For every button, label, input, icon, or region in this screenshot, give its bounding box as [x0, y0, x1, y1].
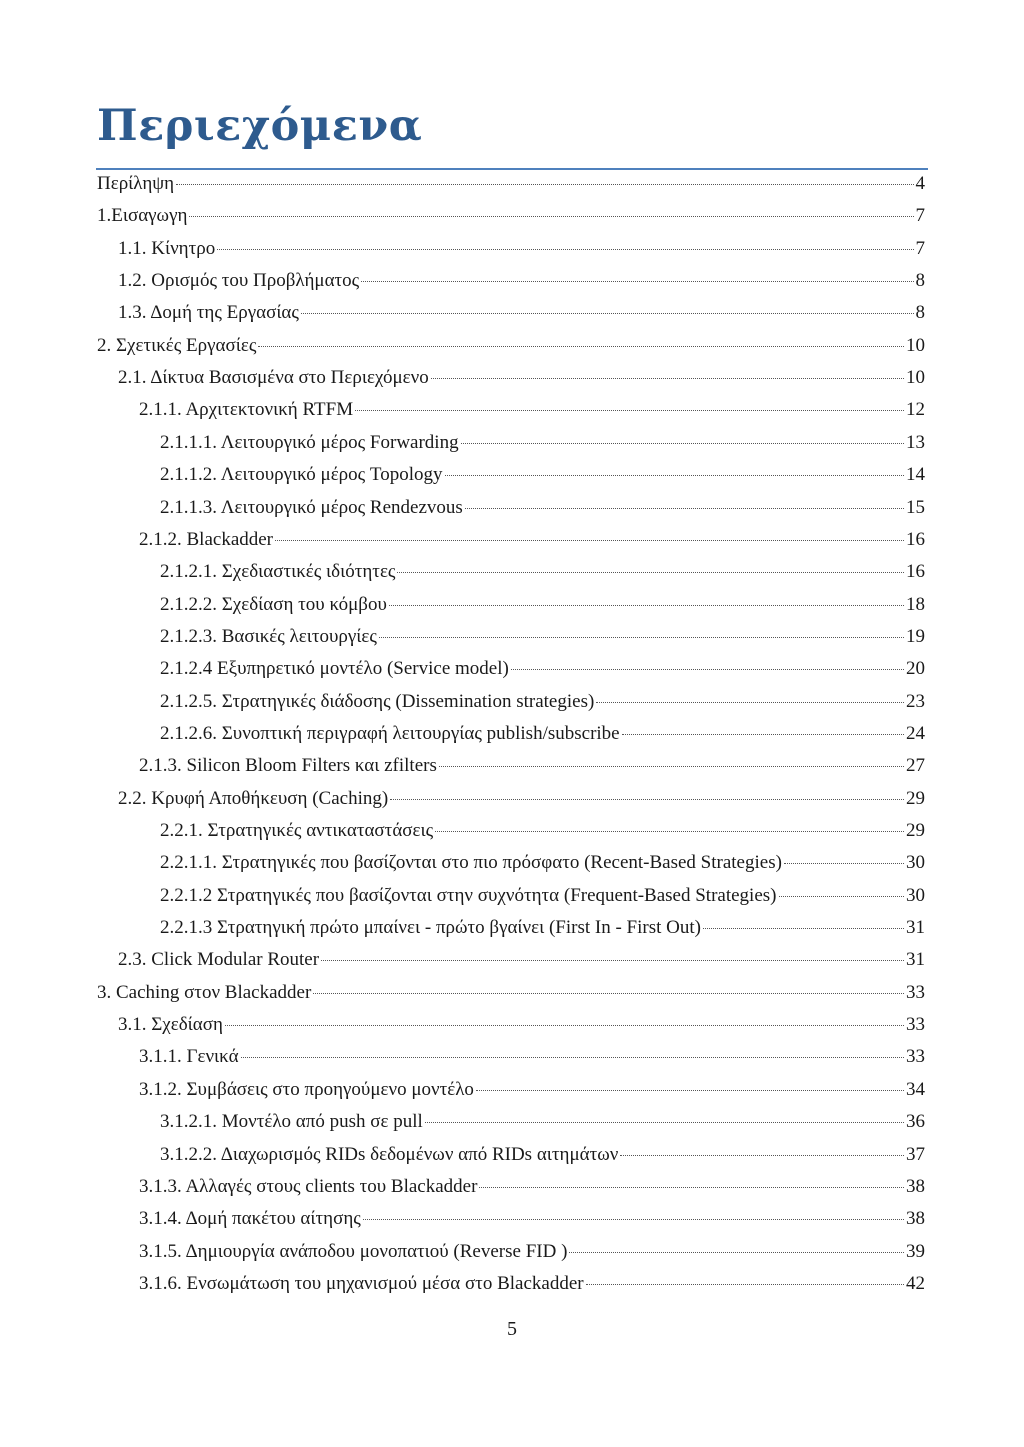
toc-entry-label: 3.1. Σχεδίαση [118, 1014, 223, 1036]
toc-entry-label: 2.1.2.3. Βασικές λειτουργίες [160, 625, 377, 647]
toc-entry[interactable] [97, 168, 925, 200]
toc-entry[interactable] [160, 589, 925, 621]
toc-entry-page: 16 [906, 561, 925, 583]
dot-leader [355, 410, 904, 411]
toc-entry[interactable] [160, 492, 925, 524]
toc-entry-label: 2.1.2.6. Συνοπτική περιγραφή λειτουργίας publish/subscribe [160, 722, 620, 744]
toc-entry-label: 3.1.2.1. Μοντέλο από push σε pull [160, 1111, 423, 1133]
toc-entry-page: 20 [906, 658, 925, 680]
dot-leader [176, 184, 913, 185]
dot-leader [435, 831, 904, 832]
toc-entry[interactable] [118, 783, 925, 815]
toc-entry[interactable] [160, 556, 925, 588]
dot-leader [703, 928, 904, 929]
toc-entry-label: 2.2.1.1. Στρατηγικές που βασίζονται στο πιο πρόσφατο (Recent-Based Strategies) [160, 852, 782, 874]
toc-entry-label: 3.1.1. Γενικά [139, 1046, 239, 1068]
toc-entry[interactable] [118, 265, 925, 297]
toc-entry-label: 1.1. Κίνητρο [118, 237, 216, 259]
toc-entry[interactable] [97, 200, 925, 232]
toc-entry-page: 19 [906, 625, 925, 647]
dot-leader [596, 702, 904, 703]
dot-leader [217, 249, 913, 250]
toc-entry[interactable] [160, 718, 925, 750]
toc-entry-page: 39 [906, 1240, 925, 1262]
toc-entry-page: 23 [906, 690, 925, 712]
toc-entry[interactable] [160, 459, 925, 491]
toc-entry[interactable] [139, 1268, 925, 1300]
toc-entry[interactable] [160, 1139, 925, 1171]
toc-entry[interactable] [118, 233, 925, 265]
toc-entry[interactable] [139, 1041, 925, 1073]
toc-entry[interactable] [139, 750, 925, 782]
toc-entry-page: 16 [906, 528, 925, 550]
dot-leader [397, 572, 904, 573]
toc-entry-label: 2.1.1. Αρχιτεκτονική RTFM [139, 399, 354, 421]
toc-entry-label: 2.2.1.3 Στρατηγική πρώτο μπαίνει - πρώτο βγαίνει (First In - First Out) [160, 917, 701, 939]
toc-entry-page: 4 [915, 173, 925, 194]
toc-entry[interactable] [97, 330, 925, 362]
toc-entry[interactable] [160, 686, 925, 718]
dot-leader [445, 475, 905, 476]
toc-entry-label: 1.2. Ορισμός του Προβλήματος [118, 270, 360, 292]
toc-entry-page: 29 [906, 787, 925, 809]
toc-entry[interactable] [160, 427, 925, 459]
toc-entry-page: 30 [906, 852, 925, 874]
toc-entry-page: 14 [906, 464, 925, 486]
dot-leader [361, 281, 913, 282]
toc-entry-label: 2.3. Click Modular Router [118, 949, 320, 971]
toc-entry-page: 38 [906, 1208, 925, 1230]
toc-entry[interactable] [160, 815, 925, 847]
dot-leader [390, 799, 904, 800]
toc-entry[interactable] [118, 1009, 925, 1041]
toc-entry-label: 3.1.3. Αλλαγές στους clients του Blackadder [139, 1175, 478, 1197]
toc-entry-page: 30 [906, 884, 925, 906]
toc-entry-label: 2.1.2.2. Σχεδίαση του κόμβου [160, 593, 387, 615]
toc-entry[interactable] [139, 1074, 925, 1106]
dot-leader [301, 313, 914, 314]
dot-leader [620, 1155, 904, 1156]
toc-entry[interactable] [118, 944, 925, 976]
toc-entry-label: 3.1.2. Συμβάσεις στο προηγούμενο μοντέλο [139, 1078, 474, 1100]
toc-entry-label: 2.1. Δίκτυα Βασισμένα στο Περιεχόμενο [118, 367, 429, 389]
toc-entry-label: 2.1.3. Silicon Bloom Filters και zfilters [139, 755, 437, 777]
dot-leader [313, 993, 904, 994]
dot-leader [511, 669, 904, 670]
toc-entry-page: 36 [906, 1111, 925, 1133]
toc-entry-label: 2. Σχετικές Εργασίες [97, 334, 257, 356]
toc-entry-page: 8 [915, 302, 925, 324]
toc-entry[interactable] [97, 977, 925, 1009]
toc-entry-label: 2.2.1. Στρατηγικές αντικαταστάσεις [160, 820, 434, 841]
dot-leader [363, 1219, 904, 1220]
toc-entry[interactable] [139, 394, 925, 426]
toc-entry[interactable] [139, 1203, 925, 1235]
dot-leader [622, 734, 904, 735]
toc-entry-label: 1.Εισαγωγη [97, 205, 188, 227]
toc-entry-label: 2.1.2.4 Εξυπηρετικό μοντέλο (Service model) [160, 658, 509, 680]
toc-entry-page: 13 [906, 431, 925, 453]
toc-entry[interactable] [160, 912, 925, 944]
toc-entry-page: 34 [906, 1078, 925, 1100]
dot-leader [225, 1025, 904, 1026]
toc-entry-label: 3.1.4. Δομή πακέτου αίτησης [139, 1208, 361, 1230]
toc-entry-page: 29 [906, 820, 925, 841]
toc-entry-page: 10 [906, 334, 925, 356]
toc-entry-page: 27 [906, 755, 925, 777]
toc-entry-page: 38 [906, 1175, 925, 1197]
dot-leader [258, 346, 904, 347]
dot-leader [779, 896, 905, 897]
toc-entry-label: 2.2. Κρυφή Αποθήκευση (Caching) [118, 787, 389, 809]
toc-entry[interactable] [118, 362, 925, 394]
dot-leader [479, 1187, 904, 1188]
dot-leader [241, 1057, 904, 1058]
toc-entry[interactable] [139, 524, 925, 556]
toc-entry-page: 8 [915, 270, 925, 292]
toc-entry-page: 33 [906, 1046, 925, 1068]
toc-entry-page: 15 [906, 496, 925, 518]
toc-entry-page: 7 [915, 205, 925, 227]
dot-leader [439, 766, 904, 767]
toc-entry-page: 10 [906, 367, 925, 389]
toc-entry[interactable] [160, 621, 925, 653]
toc-entry-label: 3.1.2.2. Διαχωρισμός RIDs δεδομένων από RIDs αιτημάτων [160, 1143, 619, 1165]
page-title: Περιεχόμενα [97, 101, 423, 151]
dot-leader [431, 378, 904, 379]
toc-entry[interactable] [160, 847, 925, 879]
toc-entry-page: 7 [915, 237, 925, 259]
toc-entry[interactable] [160, 880, 925, 912]
toc-entry-page: 42 [906, 1272, 925, 1294]
toc-entry[interactable] [139, 1171, 925, 1203]
toc-entry-page: 33 [906, 981, 925, 1003]
toc-entry-label: 2.1.1.1. Λειτουργικό μέρος Forwarding [160, 431, 459, 453]
toc-entry-page: 31 [906, 949, 925, 971]
toc-entry-page: 12 [906, 399, 925, 421]
toc-entry-label: 2.1.2.5. Στρατηγικές διάδοσης (Dissemination strategies) [160, 690, 595, 712]
dot-leader [425, 1122, 904, 1123]
dot-leader [784, 863, 904, 864]
dot-leader [321, 960, 904, 961]
toc-entry[interactable] [139, 1236, 925, 1268]
toc-entry-label: 3.1.6. Ενσωμάτωση του μηχανισμού μέσα στο Blackadder [139, 1272, 584, 1294]
dot-leader [586, 1284, 904, 1285]
toc-entry-page: 18 [906, 593, 925, 615]
toc-entry-page: 33 [906, 1014, 925, 1036]
dot-leader [465, 508, 904, 509]
toc-entry-label: 3.1.5. Δημιουργία ανάποδου μονοπατιού (Reverse FID ) [139, 1240, 568, 1262]
toc-entry[interactable] [160, 1106, 925, 1138]
toc-entry-label: 2.1.1.2. Λειτουργικό μέρος Topology [160, 464, 443, 486]
toc-entry-label: 2.2.1.2 Στρατηγικές που βασίζονται στην συχνότητα (Frequent-Based Strategies) [160, 884, 777, 906]
page-number: 5 [507, 1318, 517, 1340]
toc-entry-label: 3. Caching στον Blackadder [97, 981, 312, 1003]
toc-entry-page: 31 [906, 917, 925, 939]
toc-entry-label: 2.1.1.3. Λειτουργικό μέρος Rendezvous [160, 496, 463, 518]
dot-leader [389, 605, 904, 606]
toc-entry-label: Περίληψη [97, 173, 175, 194]
toc-entry-page: 37 [906, 1143, 925, 1165]
dot-leader [275, 540, 904, 541]
toc-entry-label: 2.1.2.1. Σχεδιαστικές ιδιότητες [160, 561, 396, 583]
toc-entry-page: 24 [906, 722, 925, 744]
dot-leader [379, 637, 904, 638]
dot-leader [569, 1252, 904, 1253]
dot-leader [476, 1090, 904, 1091]
toc-entry[interactable] [118, 297, 925, 329]
dot-leader [461, 443, 904, 444]
toc-entry-label: 2.1.2. Blackadder [139, 528, 274, 550]
toc-entry-label: 1.3. Δομή της Εργασίας [118, 302, 299, 324]
toc-entry[interactable] [160, 653, 925, 685]
dot-leader [189, 216, 913, 217]
